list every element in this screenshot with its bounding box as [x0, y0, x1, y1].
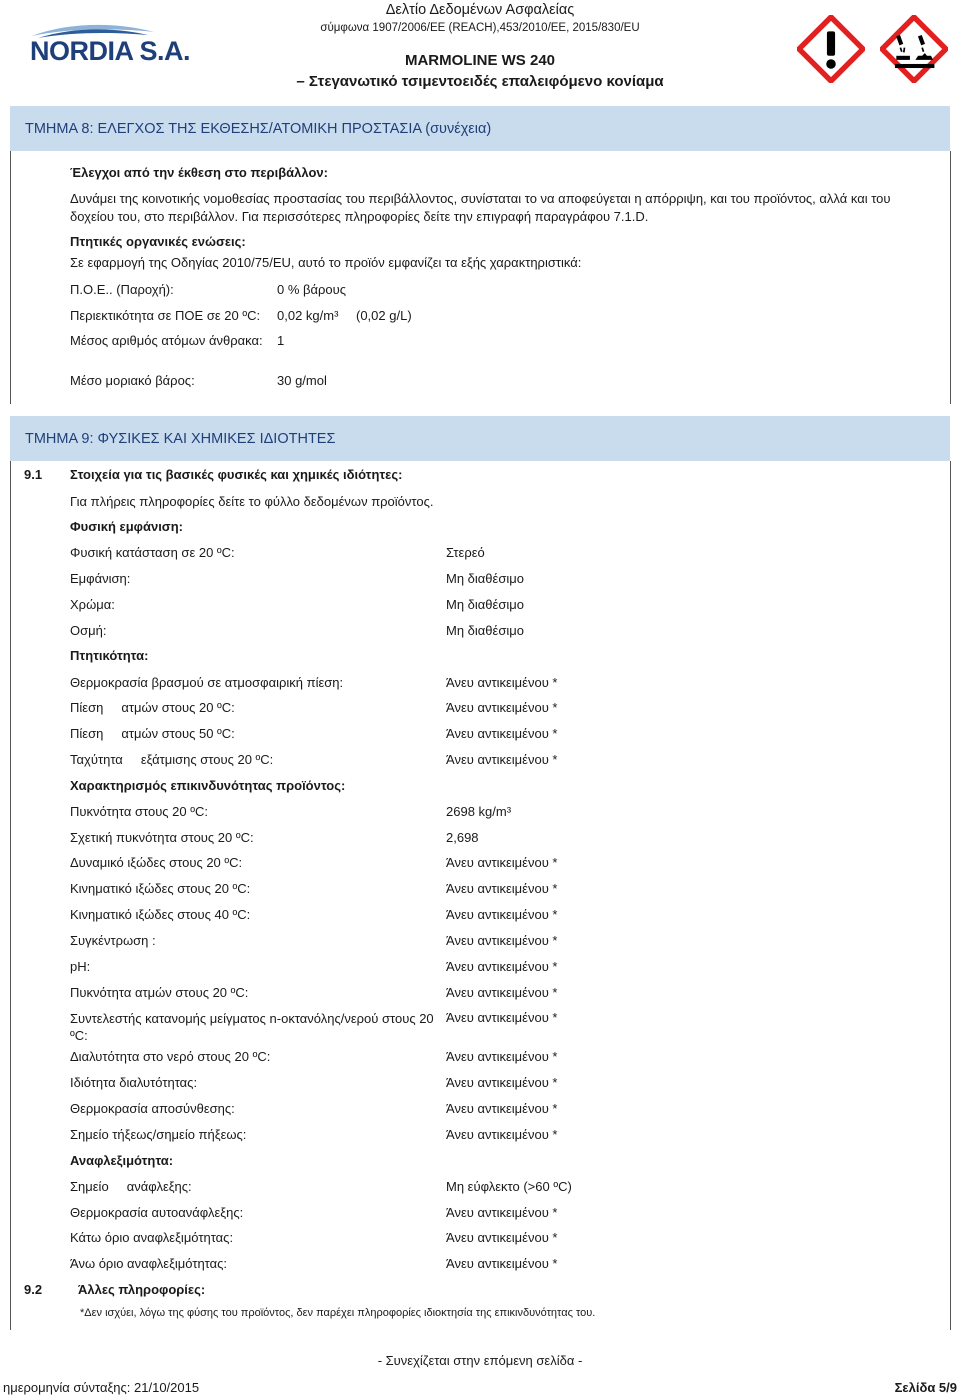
property-label: Χρώμα:	[70, 597, 115, 612]
section-8-header	[10, 106, 950, 151]
section-8-title: ΤΜΗΜΑ 8: ΕΛΕΓΧΟΣ ΤΗΣ ΕΚΘΕΣΗΣ/ΑΤΟΜΙΚΗ ΠΡΟΣΤΑΣΙΑ (συνέχεια)	[25, 120, 492, 137]
corrosion-icon	[880, 15, 948, 83]
subsection-9-2-title: Άλλες πληροφορίες:	[78, 1282, 206, 1297]
frame-left-border	[10, 151, 11, 404]
property-value: Άνευ αντικειμένου *	[446, 1010, 558, 1025]
property-value: Άνευ αντικειμένου *	[446, 1256, 558, 1271]
property-value: Άνευ αντικειμένου *	[446, 1075, 558, 1090]
property-label: Θερμοκρασία αποσύνθεσης:	[70, 1101, 235, 1116]
property-value: 2,698	[446, 830, 479, 845]
property-label: Πυκνότητα στους 20 ºC:	[70, 804, 208, 819]
property-value: Άνευ αντικειμένου *	[446, 959, 558, 974]
molar-mass-label: Μέσο μοριακό βάρος:	[70, 373, 195, 388]
property-value: Άνευ αντικειμένου *	[446, 985, 558, 1000]
property-label: Οσμή:	[70, 623, 107, 638]
group-characterization-heading: Χαρακτηρισμός επικινδυνότητας προϊόντος:	[70, 778, 346, 793]
property-label: Δυναμικό ιξώδες στους 20 ºC:	[70, 855, 243, 870]
compilation-date: ημερομηνία σύνταξης: 21/10/2015	[3, 1380, 200, 1395]
property-value: 2698 kg/m³	[446, 804, 512, 819]
property-label: Εμφάνιση:	[70, 571, 131, 586]
property-value: Άνευ αντικειμένου *	[446, 700, 558, 715]
property-value: Μη διαθέσιμο	[446, 597, 524, 612]
env-controls-heading: Έλεγχοι από την έκθεση στο περιβάλλον:	[70, 165, 328, 180]
property-label: Ιδιότητα διαλυτότητας:	[70, 1075, 198, 1090]
product-description: – Στεγανωτικό τσιμεντοειδές επαλειφόμενο κονίαμα	[296, 73, 664, 90]
voc-content-value-gl: (0,02 g/L)	[356, 308, 412, 323]
footnote: *Δεν ισχύει, λόγω της φύσης του προϊόντος, δεν παρέχει πληροφορίες ιδιοκτησία της επικινδυνότητας του.	[80, 1307, 596, 1319]
property-label: Σημείο ανάφλεξης:	[70, 1179, 192, 1194]
group-appearance-heading: Φυσική εμφάνιση:	[70, 519, 183, 534]
group-flammability-heading: Αναφλεξιμότητα:	[70, 1153, 174, 1168]
voc-heading: Πτητικές οργανικές ενώσεις:	[70, 234, 246, 249]
property-value: Μη διαθέσιμο	[446, 623, 524, 638]
carbon-atoms-label: Μέσος αριθμός ατόμων άνθρακα:	[70, 333, 263, 348]
group-volatility-heading: Πτητικότητα:	[70, 648, 149, 663]
property-label: Σημείο τήξεως/σημείο πήξεως:	[70, 1127, 247, 1142]
property-label: Σχετική πυκνότητα στους 20 ºC:	[70, 830, 254, 845]
subsection-9-1-number: 9.1	[24, 467, 43, 482]
property-label: Ταχύτητα εξάτμισης στους 20 ºC:	[70, 752, 274, 767]
subsection-9-1-title: Στοιχεία για τις βασικές φυσικές και χημικές ιδιότητες:	[70, 467, 403, 482]
property-value: Άνευ αντικειμένου *	[446, 675, 558, 690]
frame-left-border-2	[10, 461, 11, 1330]
continued-notice: - Συνεχίζεται στην επόμενη σελίδα -	[377, 1353, 583, 1368]
property-label: Κάτω όριο αναφλεξιμότητας:	[70, 1230, 234, 1245]
molar-mass-value: 30 g/mol	[277, 373, 327, 388]
property-label: Φυσική κατάσταση σε 20 ºC:	[70, 545, 235, 560]
property-value: Άνευ αντικειμένου *	[446, 933, 558, 948]
property-label: Συγκέντρωση :	[70, 933, 156, 948]
property-label: Πίεση ατμών στους 50 ºC:	[70, 726, 235, 741]
env-controls-text: Δυνάμει της κοινοτικής νομοθεσίας προστασίας του περιβάλλοντος, συνίσταται το να αποφεύγεται η απόρριψη, και του προϊόντος, αλλά και του δοχείου του, στο περιβάλλον. Για περισσότερες πληροφορίες δείτε την επιγραφή παραγράφου 7.1.D.	[70, 191, 891, 224]
carbon-atoms-value: 1	[277, 333, 285, 348]
property-value: Μη εύφλεκτο (>60 ºC)	[446, 1179, 572, 1194]
property-label: Θερμοκρασία βρασμού σε ατμοσφαιρική πίεση:	[70, 675, 344, 690]
voc-supply-value: 0 % βάρους	[277, 282, 347, 297]
exclamation-mark-icon	[797, 15, 865, 83]
property-value: Άνευ αντικειμένου *	[446, 1127, 558, 1142]
frame-right-border	[950, 151, 951, 404]
frame-right-border-2	[950, 461, 951, 1330]
section-9-title: ΤΜΗΜΑ 9: ΦΥΣΙΚΕΣ ΚΑΙ ΧΗΜΙΚΕΣ ΙΔΙΟΤΗΤΕΣ	[25, 430, 336, 447]
property-value: Άνευ αντικειμένου *	[446, 881, 558, 896]
property-value: Άνευ αντικειμένου *	[446, 855, 558, 870]
property-value: Άνευ αντικειμένου *	[446, 907, 558, 922]
section-9-header	[10, 416, 950, 461]
regulation-text: σύμφωνα 1907/2006/ΕΕ (REACH),453/2010/ΕΕ, 2015/830/EU	[320, 22, 640, 34]
property-label: Διαλυτότητα στο νερό στους 20 ºC:	[70, 1049, 271, 1064]
property-value: Άνευ αντικειμένου *	[446, 1205, 558, 1220]
subsection-9-1-intro: Για πλήρεις πληροφορίες δείτε το φύλλο δεδομένων προϊόντος.	[70, 494, 434, 509]
property-label: Άνω όριο αναφλεξιμότητας:	[70, 1256, 228, 1271]
subsection-9-2-number: 9.2	[24, 1282, 43, 1297]
property-value: Άνευ αντικειμένου *	[446, 1101, 558, 1116]
property-value: Άνευ αντικειμένου *	[446, 726, 558, 741]
property-label: pH:	[70, 959, 91, 974]
voc-content-value: 0,02 kg/m³	[277, 308, 339, 323]
property-label: Κινηματικό ιξώδες στους 20 ºC:	[70, 881, 251, 896]
property-value: Άνευ αντικειμένου *	[446, 1049, 558, 1064]
doc-title: Δελτίο Δεδομένων Ασφαλείας	[385, 2, 575, 18]
page-number: Σελίδα 5/9	[894, 1380, 957, 1395]
property-value: Άνευ αντικειμένου *	[446, 1230, 558, 1245]
voc-intro: Σε εφαρμογή της Οδηγίας 2010/75/EU, αυτό το προϊόν εμφανίζει τα εξής χαρακτηριστικά:	[70, 255, 582, 270]
voc-supply-label: Π.Ο.Ε.. (Παροχή):	[70, 282, 174, 297]
company-logo: NORDIA S.A.	[30, 36, 191, 66]
property-label: Πίεση ατμών στους 20 ºC:	[70, 700, 235, 715]
property-label: Θερμοκρασία αυτοανάφλεξης:	[70, 1205, 244, 1220]
property-label: Πυκνότητα ατμών στους 20 ºC:	[70, 985, 249, 1000]
property-value: Άνευ αντικειμένου *	[446, 752, 558, 767]
property-value: Μη διαθέσιμο	[446, 571, 524, 586]
voc-content-label: Περιεκτικότητα σε ΠΟΕ σε 20 ºC:	[70, 308, 261, 323]
property-value: Στερεό	[446, 545, 485, 560]
property-label: Κινηματικό ιξώδες στους 40 ºC:	[70, 907, 251, 922]
property-label: Συντελεστής κατανομής μείγματος n-οκτανόλης/νερού στους 20 ºC:	[70, 1011, 434, 1043]
product-name: MARMOLINE WS 240	[404, 52, 555, 69]
